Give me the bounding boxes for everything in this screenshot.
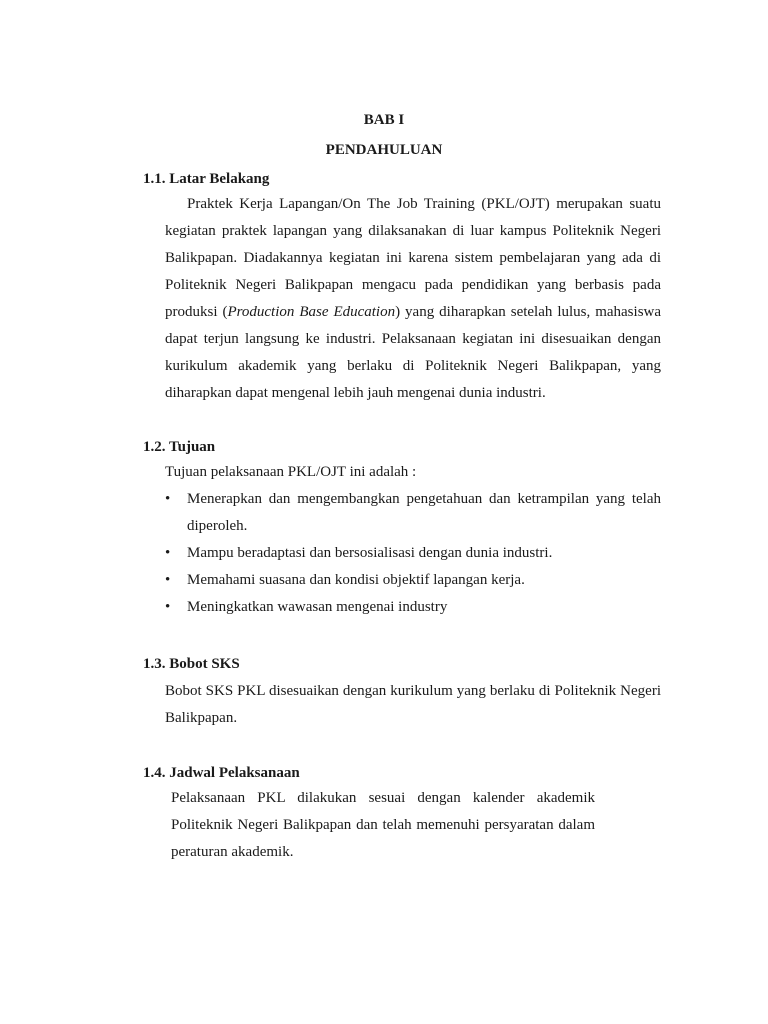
bullet-icon: •	[165, 572, 171, 588]
bullet-icon: •	[165, 545, 171, 561]
section-heading-bobot-sks: 1.3. Bobot SKS	[143, 656, 240, 672]
latar-belakang-paragraph	[165, 191, 661, 407]
list-item-text: Menerapkan dan mengembangkan pengetahuan dan ketrampilan yang telah diperoleh.	[187, 491, 661, 534]
list-item	[165, 486, 661, 540]
chapter-title: PENDAHULUAN	[325, 142, 443, 158]
tujuan-bullet-list	[165, 486, 661, 621]
list-item-text: Memahami suasana dan kondisi objektif lapangan kerja.	[187, 572, 525, 588]
section-heading-jadwal: 1.4. Jadwal Pelaksanaan	[143, 765, 300, 781]
section-heading-tujuan: 1.2. Tujuan	[143, 439, 216, 455]
section-heading-latar-belakang: 1.1. Latar Belakang	[143, 171, 270, 187]
list-item-text: Meningkatkan wawasan mengenai industry	[187, 599, 448, 615]
chapter-label: BAB I	[363, 112, 405, 128]
list-item	[165, 567, 661, 594]
latar-text-before: Praktek Kerja Lapangan/On The Job Training (PKL/OJT) merupakan suatu kegiatan praktek lapangan yang dilaksanakan di luar kampus Politeknik Negeri Balikpapan. Diadakannya kegiatan ini karena sistem pembelajaran yang ada di Politeknik Negeri Balikpapan mengacu pada pendidikan yang berbasis pada produksi (	[165, 196, 661, 320]
latar-text-italic: Production Base Education	[227, 304, 396, 320]
bullet-icon: •	[165, 599, 171, 615]
jadwal-paragraph: Pelaksanaan PKL dilakukan sesuai dengan kalender akademik Politeknik Negeri Balikpapan dan telah memenuhi persyaratan dalam peraturan akademik.	[171, 790, 595, 860]
latar-text-after: ) yang diharapkan setelah lulus, mahasiswa dapat terjun langsung ke industri. Pelaksanaan kegiatan ini disesuaikan dengan kurikulum akademik yang berlaku di Politeknik Negeri Balikpapan, yang diharapkan dapat mengenal lebih jauh mengenai dunia industri.	[165, 304, 662, 401]
list-item	[165, 594, 661, 621]
tujuan-intro: Tujuan pelaksanaan PKL/OJT ini adalah :	[165, 464, 417, 480]
bobot-sks-paragraph: Bobot SKS PKL disesuaikan dengan kurikulum yang berlaku di Politeknik Negeri Balikpapan.	[165, 683, 661, 726]
bullet-icon: •	[165, 491, 171, 507]
list-item-text: Mampu beradaptasi dan bersosialisasi dengan dunia industri.	[187, 545, 553, 561]
list-item	[165, 540, 661, 567]
